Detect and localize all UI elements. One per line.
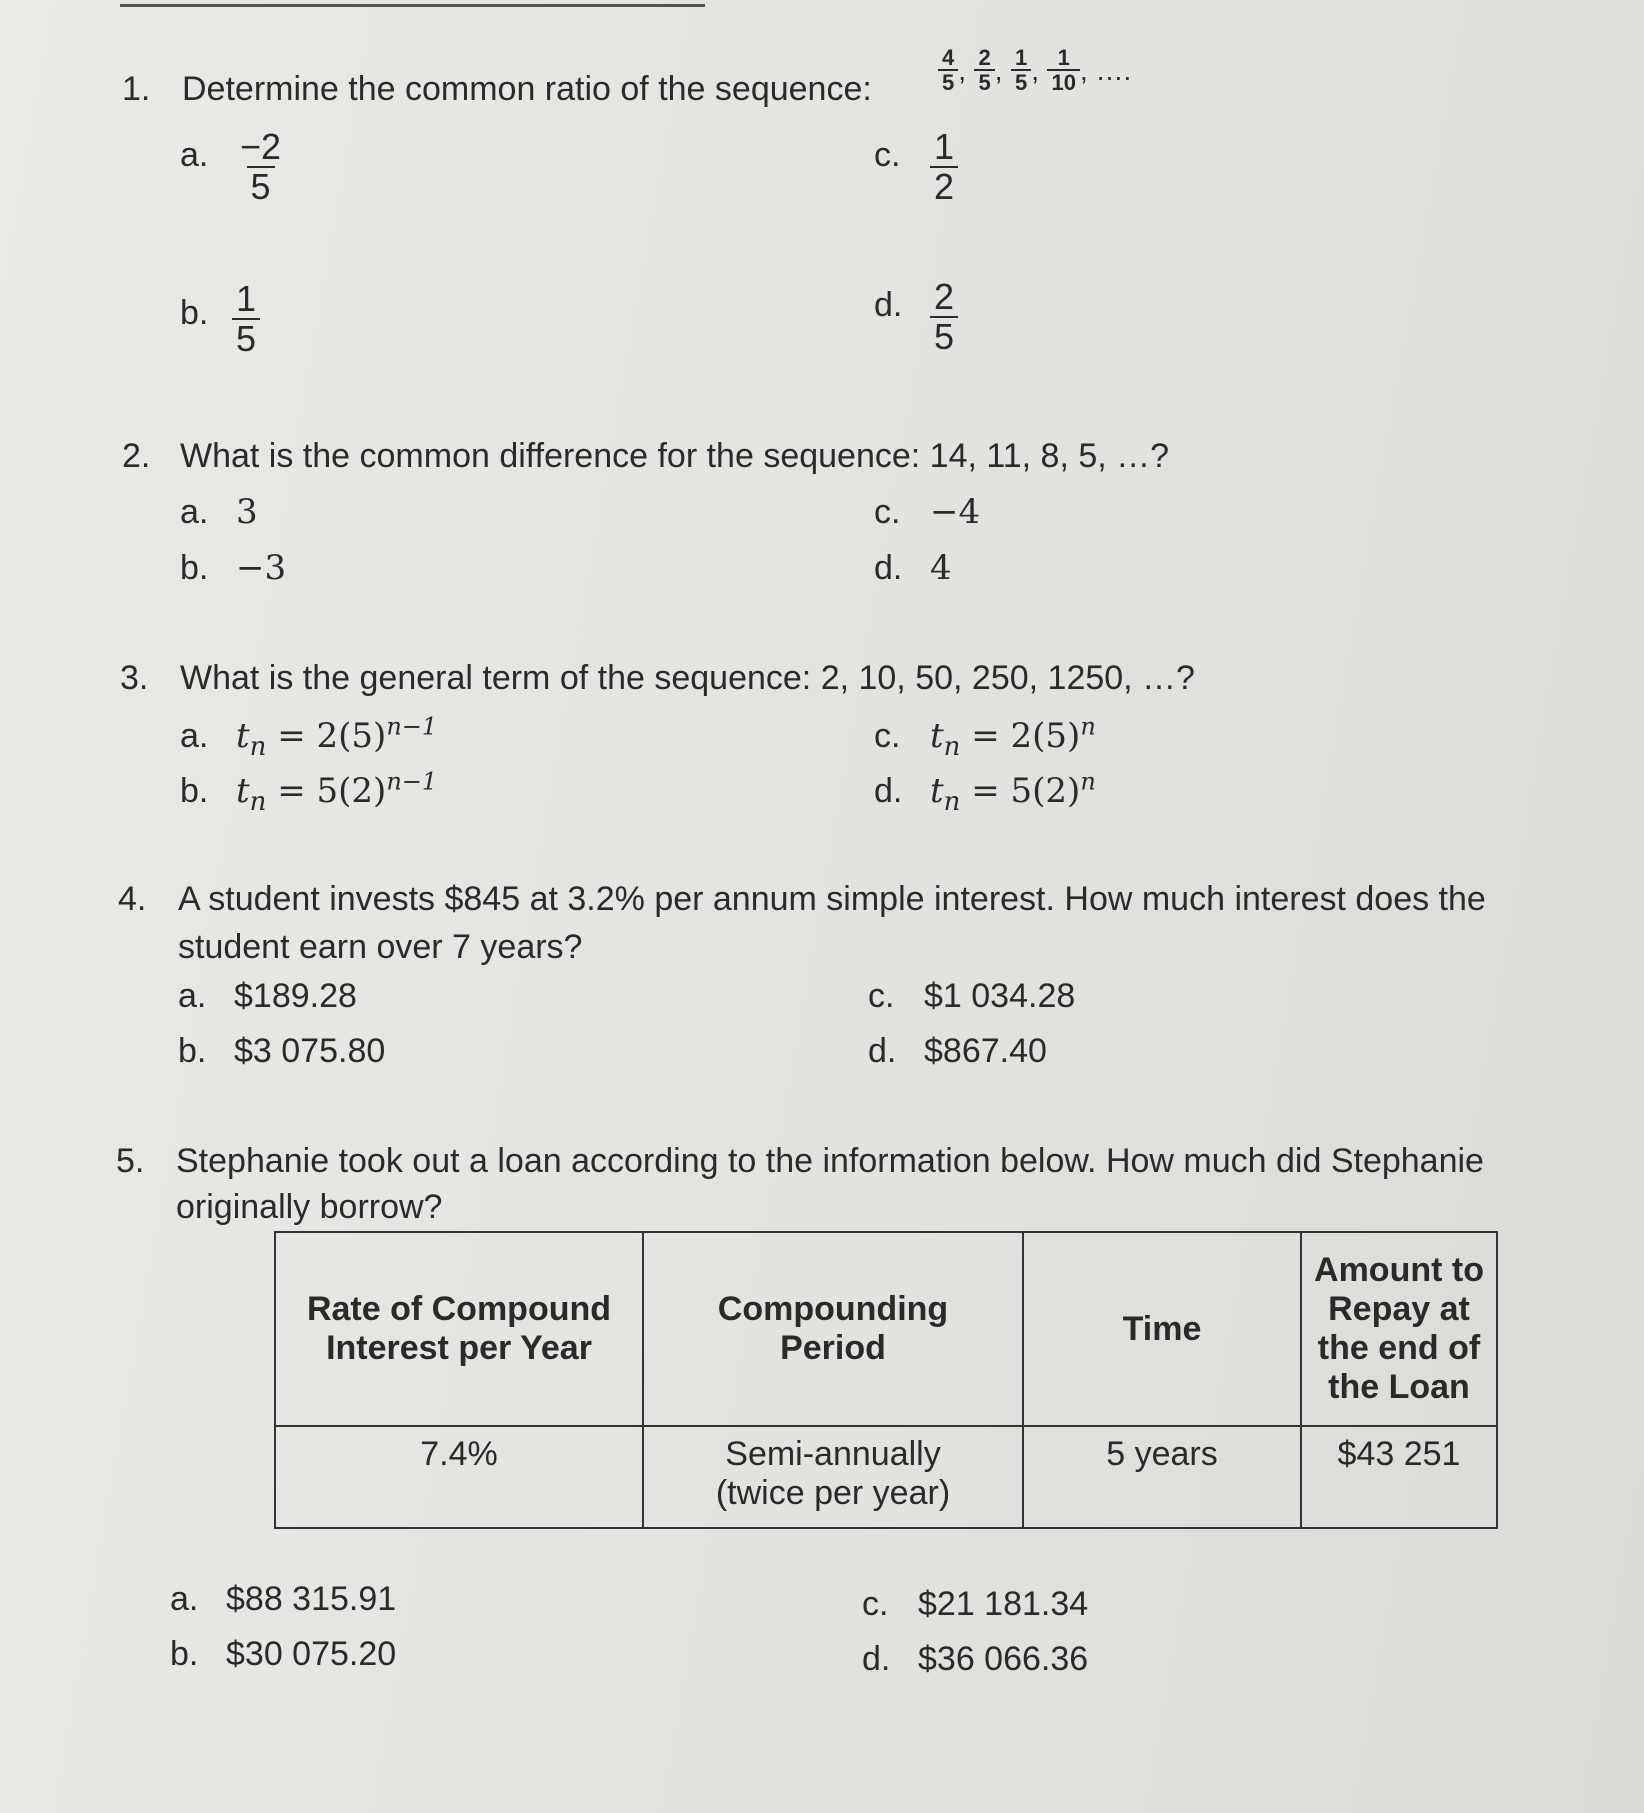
q2-option-c[interactable]: c. −4 [874, 492, 981, 532]
q1-number: 1. [122, 70, 151, 108]
q2-number: 2. [122, 437, 151, 475]
header-compounding-period: Compounding Period [643, 1232, 1023, 1426]
q1-sequence: $\frac{4}{5}$ , $\frac{2}{5}$ , $\frac{1}{5}$ , $\frac{1}{10}$ , …. [938, 46, 1135, 94]
q1-option-c[interactable]: c. $\frac{1}{2}$ [874, 128, 958, 206]
q1-option-c-fraction: $\frac{1}{2}$ [930, 128, 958, 206]
cut-off-heading-line [120, 0, 705, 7]
q5-option-b[interactable]: b. $30 075.20 [170, 1635, 397, 1673]
cell-compounding-period: Semi-annually (twice per year) [643, 1426, 1023, 1528]
q3-question-text: What is the general term of the sequence: 2, 10, 50, 250, 1250, …? [180, 659, 1195, 697]
q5-question-line-2: originally borrow? [176, 1188, 443, 1226]
q3-option-c[interactable]: c. $t_n = 2(5)^n$ [874, 713, 1096, 763]
q5-number: 5. [116, 1142, 145, 1180]
q3-option-b[interactable]: b. $t_n = 5(2)^{n-1}$ [180, 768, 438, 818]
q4-question-line-1: A student invests $845 at 3.2% per annum simple interest. How much interest does the [178, 880, 1486, 918]
q1-option-b[interactable]: b. $\frac{1}{5}$ [180, 280, 260, 358]
table-header-row [275, 1232, 1497, 1426]
header-time: Time [1023, 1232, 1301, 1426]
q3-option-d-formula: $t_n = 5(2)^n$ [930, 768, 1096, 818]
cell-amount: $43 251 [1301, 1426, 1497, 1528]
q3-option-c-formula: $t_n = 2(5)^n$ [930, 713, 1096, 763]
q1-option-d-fraction: $\frac{2}{5}$ [930, 278, 958, 356]
q3-number: 3. [120, 659, 149, 697]
q3-option-a-formula: $t_n = 2(5)^{n-1}$ [236, 713, 438, 763]
q5-option-d[interactable]: d. $36 066.36 [862, 1640, 1089, 1678]
q2-option-b[interactable]: b. −3 [180, 548, 287, 588]
q5-option-c[interactable]: c. $21 181.34 [862, 1585, 1089, 1623]
q5-question-line-1: Stephanie took out a loan according to the information below. How much did Stephanie [176, 1142, 1484, 1180]
header-amount-to-repay: Amount to Repay at the end of the Loan [1301, 1232, 1497, 1426]
q2-option-a[interactable]: a. 3 [180, 492, 258, 532]
q4-question-line-2: student earn over 7 years? [178, 928, 583, 966]
loan-info-table [274, 1231, 1498, 1529]
table-row [275, 1426, 1497, 1528]
q1-option-a[interactable]: a. $\frac{-2}{5}$ [180, 128, 285, 206]
q1-question-text: Determine the common ratio of the sequence: [182, 70, 872, 108]
q4-option-b[interactable]: b. $3 075.80 [178, 1032, 386, 1070]
q5-option-a[interactable]: a. $88 315.91 [170, 1580, 397, 1618]
q3-option-a[interactable]: a. $t_n = 2(5)^{n-1}$ [180, 713, 438, 763]
cell-rate: 7.4% [275, 1426, 643, 1528]
q4-number: 4. [118, 880, 147, 918]
q4-option-a[interactable]: a. $189.28 [178, 977, 357, 1015]
q1-seq-term-2: $\frac{2}{5}$ [974, 46, 994, 94]
q4-option-c[interactable]: c. $1 034.28 [868, 977, 1076, 1015]
q1-option-b-fraction: $\frac{1}{5}$ [232, 280, 260, 358]
q1-option-d[interactable]: d. $\frac{2}{5}$ [874, 278, 958, 356]
cell-time: 5 years [1023, 1426, 1301, 1528]
q1-seq-term-1: $\frac{4}{5}$ [938, 46, 958, 94]
q1-seq-term-4: $\frac{1}{10}$ [1047, 46, 1079, 94]
q1-option-a-fraction: $\frac{-2}{5}$ [240, 126, 282, 207]
q2-question-text: What is the common difference for the sequence: 14, 11, 8, 5, …? [180, 437, 1170, 475]
header-rate: Rate of Compound Interest per Year [275, 1232, 643, 1426]
q4-option-d[interactable]: d. $867.40 [868, 1032, 1047, 1070]
q3-option-d[interactable]: d. $t_n = 5(2)^n$ [874, 768, 1096, 818]
q3-option-b-formula: $t_n = 5(2)^{n-1}$ [236, 768, 438, 818]
q2-option-d[interactable]: d. 4 [874, 548, 952, 588]
q1-seq-term-3: $\frac{1}{5}$ [1011, 46, 1031, 94]
